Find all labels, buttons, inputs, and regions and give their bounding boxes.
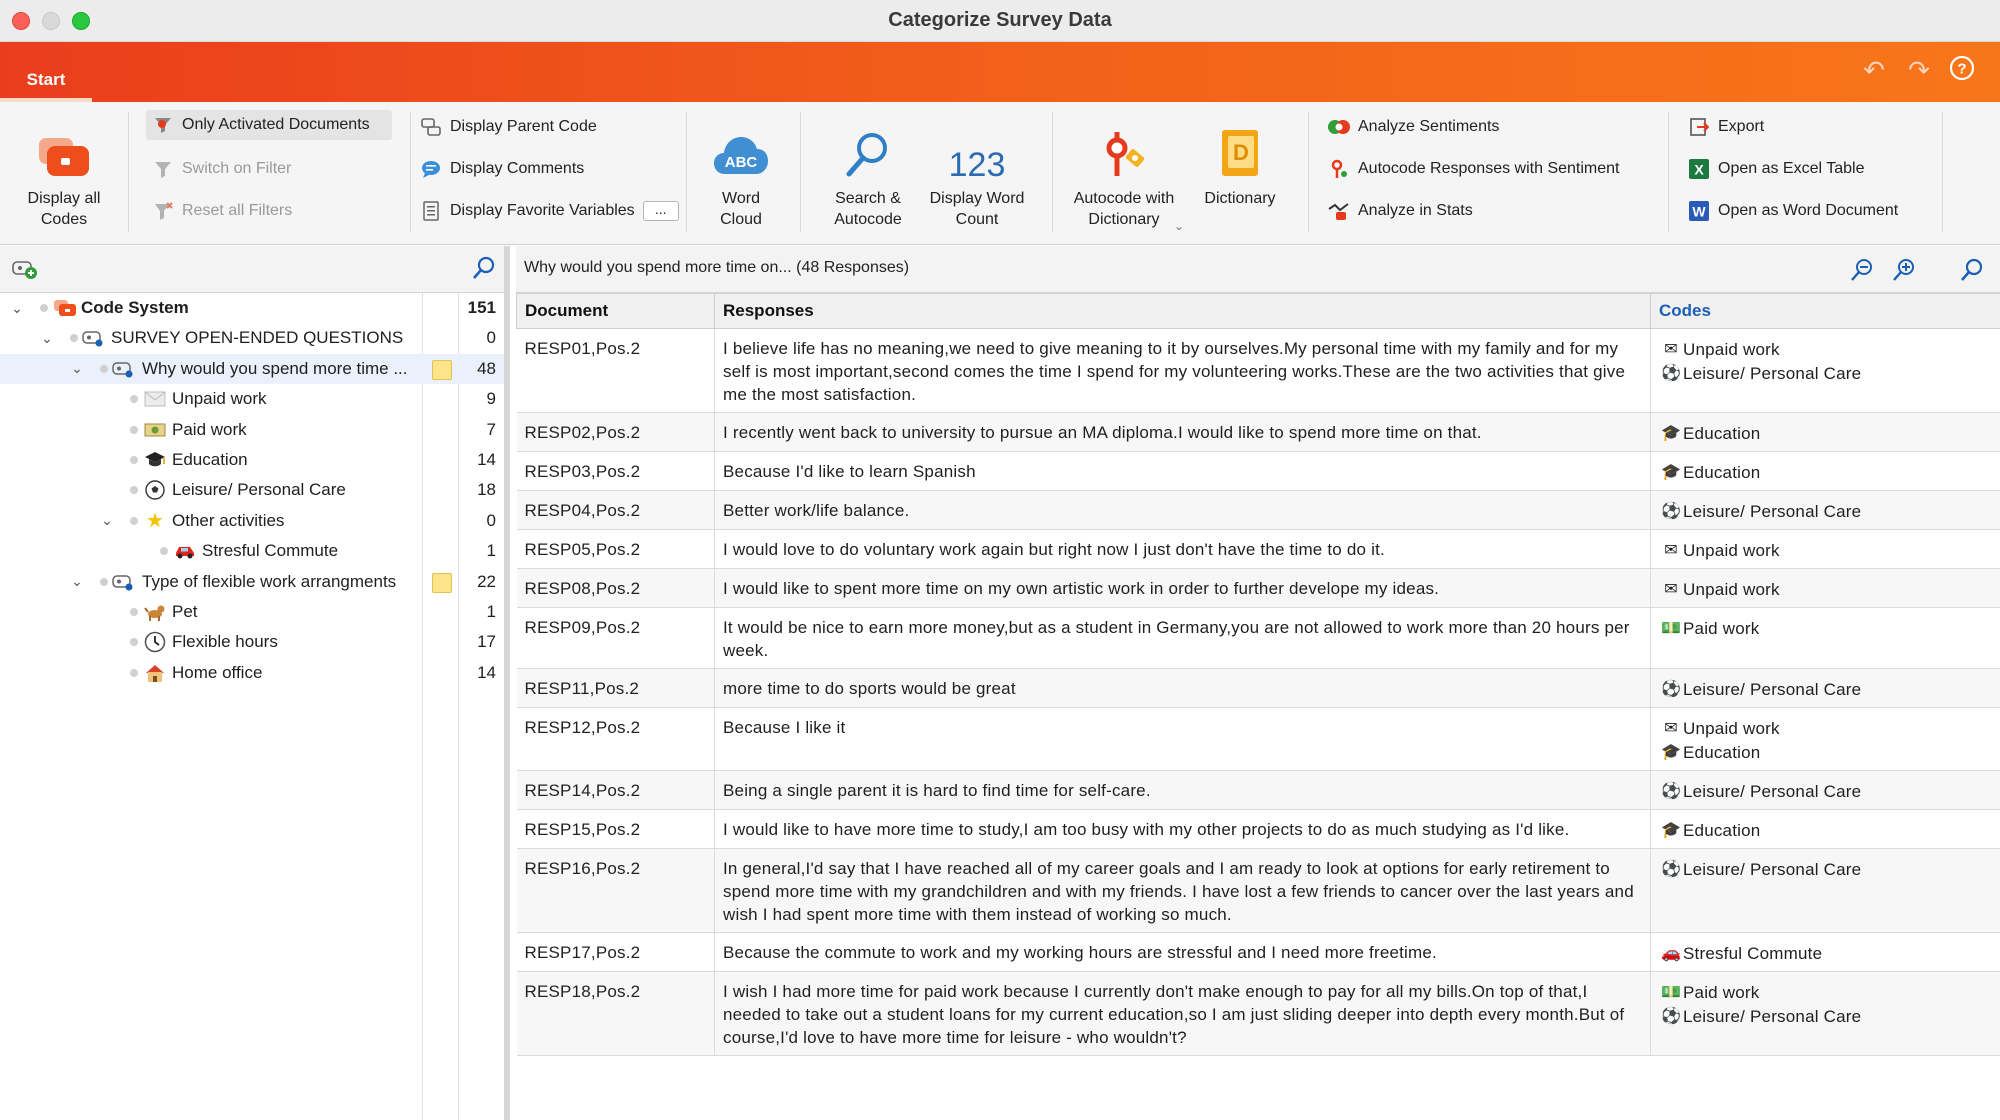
help-icon[interactable] <box>1946 54 1978 86</box>
star-icon: ★ <box>146 510 164 533</box>
window-title: Categorize Survey Data <box>888 9 1112 31</box>
graduation-cap-icon <box>144 449 166 471</box>
filter-icon <box>152 158 174 180</box>
document-cell[interactable]: RESP18,Pos.2 <box>517 972 715 1056</box>
tree-item-label: Stresful Commute <box>202 541 339 561</box>
dictionary-icon <box>1194 120 1286 180</box>
response-cell[interactable]: I would like to have more time to study,I am too busy with my other projects to do as much studying as I'd like. <box>715 810 1651 849</box>
autocode-with-dictionary-button[interactable] <box>1064 120 1185 233</box>
document-cell[interactable]: RESP04,Pos.2 <box>517 491 715 530</box>
graduation-cap-icon: 🎓 <box>1660 424 1682 442</box>
envelope-icon: ✉ <box>1664 719 1678 737</box>
code-tag-label: Leisure/ Personal Care <box>1683 1006 1862 1026</box>
tree-item-unpaid-work[interactable] <box>0 384 504 414</box>
open-word-document-button[interactable] <box>1688 196 1898 226</box>
only-activated-documents-toggle[interactable] <box>146 110 392 140</box>
document-cell[interactable]: RESP09,Pos.2 <box>517 608 715 669</box>
question-code-icon <box>112 571 134 593</box>
tree-item-count: 17 <box>477 632 496 652</box>
codes-cell[interactable] <box>1651 771 2000 810</box>
table-row[interactable] <box>517 669 2000 708</box>
code-tag-label: Education <box>1683 462 1761 482</box>
code-system-icon <box>54 297 76 319</box>
document-cell[interactable]: RESP02,Pos.2 <box>517 413 715 452</box>
search-autocode-button[interactable] <box>816 120 920 230</box>
clock-icon <box>144 631 166 653</box>
filter-reset-icon <box>152 200 174 222</box>
reset-all-filters-label: Reset all Filters <box>182 202 293 219</box>
search-icon <box>816 120 920 180</box>
redo-icon[interactable]: ↷ <box>1908 55 1930 85</box>
document-cell[interactable]: RESP16,Pos.2 <box>517 849 715 933</box>
tree-item-label: Other activities <box>172 510 285 530</box>
autocode-dictionary-icon <box>1064 120 1184 180</box>
word-cloud-button[interactable] <box>696 120 786 230</box>
code-tag-label: Unpaid work <box>1683 579 1780 599</box>
display-comments-label: Display Comments <box>450 160 585 177</box>
money-icon: 💵 <box>1660 619 1682 637</box>
table-row[interactable] <box>517 491 2000 530</box>
tree-item-count: 151 <box>467 298 496 317</box>
codes-cell[interactable] <box>1651 413 2000 452</box>
tree-item-count: 22 <box>477 571 496 591</box>
code-tag[interactable] <box>1659 460 1992 484</box>
autocode-with-dictionary-label: Autocode with Dictionary <box>1073 190 1175 228</box>
activation-dot[interactable] <box>130 517 138 525</box>
document-cell[interactable]: RESP17,Pos.2 <box>517 933 715 972</box>
tree-item-flexible-hours[interactable] <box>0 627 504 657</box>
code-tag[interactable] <box>1659 677 1992 701</box>
autocode-sentiment-icon <box>1328 158 1350 180</box>
document-cell[interactable]: RESP14,Pos.2 <box>517 771 715 810</box>
document-cell[interactable]: RESP05,Pos.2 <box>517 530 715 569</box>
question-code-icon <box>82 327 104 349</box>
codes-cell[interactable] <box>1651 569 2000 608</box>
activation-dot[interactable] <box>130 426 138 434</box>
only-activated-documents-label: Only Activated Documents <box>182 116 370 133</box>
response-cell[interactable]: Better work/life balance. <box>715 491 1651 530</box>
document-cell[interactable]: RESP15,Pos.2 <box>517 810 715 849</box>
code-tag[interactable] <box>1659 361 1992 385</box>
codes-cell[interactable] <box>1651 933 2000 972</box>
stats-icon <box>1328 200 1350 222</box>
table-row[interactable] <box>517 771 2000 810</box>
response-cell[interactable]: I recently went back to university to pursue an MA diploma.I would like to spend more time on that. <box>715 413 1651 452</box>
tree-item-label: SURVEY OPEN-ENDED QUESTIONS <box>111 328 404 348</box>
table-row[interactable] <box>517 569 2000 608</box>
tree-item-label: Type of flexible work arrangments <box>142 571 397 591</box>
memo-icon[interactable] <box>432 360 452 380</box>
search-codes-icon[interactable] <box>472 256 496 286</box>
response-cell[interactable]: I wish I had more time for paid work because I currently don't make enough to pay for all my bills.On top of that,I needed to take out a student loans for my current education,so I am just sliding deeper into depth every month.But of course,I'd love to have more time for leisure - who wouldn't? <box>715 972 1651 1056</box>
soccer-ball-icon: ⚽ <box>1660 364 1682 382</box>
table-row[interactable] <box>517 708 2000 771</box>
dictionary-button[interactable] <box>1194 120 1286 209</box>
title-bar <box>0 0 2000 42</box>
tree-item-flexible-work[interactable] <box>0 567 504 597</box>
switch-on-filter-button[interactable] <box>152 154 291 184</box>
tree-item-leisure[interactable] <box>0 475 504 505</box>
table-header-row <box>517 294 2000 329</box>
responses-toolbar <box>516 246 2000 293</box>
word-cloud-icon <box>696 120 786 180</box>
money-icon: 💵 <box>1660 983 1682 1001</box>
tree-item-label: Pet <box>172 601 198 621</box>
codes-cell[interactable] <box>1651 669 2000 708</box>
tree-item-count: 1 <box>486 601 496 621</box>
svg-text:X: X <box>1694 161 1704 178</box>
new-code-icon[interactable] <box>12 258 38 285</box>
tree-item-label: Why would you spend more time ... <box>142 358 408 378</box>
tree-item-home-office[interactable] <box>0 658 504 688</box>
activation-dot[interactable] <box>130 638 138 646</box>
activation-dot[interactable] <box>130 456 138 464</box>
code-system-toolbar <box>0 246 504 293</box>
codes-cell[interactable] <box>1651 608 2000 669</box>
soccer-ball-icon: ⚽ <box>1660 782 1682 800</box>
code-tag-label: Unpaid work <box>1683 339 1780 359</box>
open-excel-table-button[interactable] <box>1688 154 1864 184</box>
chevron-down-icon[interactable]: ⌄ <box>11 299 23 316</box>
code-tag[interactable] <box>1659 740 1992 764</box>
response-cell[interactable]: In general,I'd say that I have reached all of my career goals and I am ready to look at options for early retirement to spend more time with my grandchildren and with my friends. I have lost a few friends to cancer over the last years and wish I had spent more time with them instead of working so much. <box>715 849 1651 933</box>
response-cell[interactable]: Because I'd like to learn Spanish <box>715 452 1651 491</box>
code-tag[interactable] <box>1659 980 1992 1004</box>
soccer-ball-icon: ⚽ <box>1660 1007 1682 1025</box>
tree-item-count: 14 <box>477 662 496 682</box>
house-icon <box>144 662 166 684</box>
tree-item-paid-work[interactable] <box>0 415 504 445</box>
activation-dot[interactable] <box>100 578 108 586</box>
graduation-cap-icon: 🎓 <box>1660 821 1682 839</box>
tree-item-why-spend-more-time[interactable] <box>0 354 504 384</box>
column-header-document[interactable]: Document <box>517 294 715 329</box>
display-comments-toggle[interactable] <box>420 154 584 184</box>
display-parent-code-toggle[interactable] <box>420 112 597 142</box>
codes-cell[interactable] <box>1651 452 2000 491</box>
comment-icon <box>420 158 442 180</box>
ribbon-toolbar <box>0 102 2000 245</box>
sentiment-icon <box>1328 116 1350 138</box>
tree-item-education[interactable] <box>0 445 504 475</box>
chevron-down-icon[interactable]: ⌄ <box>101 512 113 529</box>
code-tag-label: Education <box>1683 423 1761 443</box>
code-tag-label: Stresful Commute <box>1683 943 1823 963</box>
codes-cell[interactable] <box>1651 329 2000 413</box>
tree-item-survey-open-ended[interactable] <box>0 323 504 353</box>
word-document-icon <box>1688 200 1710 222</box>
response-cell[interactable]: I would love to do voluntary work again but right now I just don't have the time to do it. <box>715 530 1651 569</box>
codes-cell[interactable] <box>1651 530 2000 569</box>
table-row[interactable] <box>517 810 2000 849</box>
soccer-ball-icon: ⚽ <box>1660 502 1682 520</box>
document-cell[interactable]: RESP08,Pos.2 <box>517 569 715 608</box>
tree-item-label: Unpaid work <box>172 389 267 409</box>
export-icon <box>1688 116 1710 138</box>
code-tag-label: Leisure/ Personal Care <box>1683 679 1862 699</box>
ribbon-tab-bar <box>0 42 2000 102</box>
chevron-down-icon[interactable]: ⌄ <box>71 573 83 590</box>
table-row[interactable] <box>517 972 2000 1056</box>
analyze-in-stats-label: Analyze in Stats <box>1358 202 1473 219</box>
code-tag[interactable] <box>1659 716 1992 740</box>
document-cell[interactable]: RESP11,Pos.2 <box>517 669 715 708</box>
tree-item-code-system[interactable] <box>0 293 504 323</box>
open-excel-table-label: Open as Excel Table <box>1718 160 1865 177</box>
activation-dot[interactable] <box>70 334 78 342</box>
tree-item-count: 48 <box>477 358 496 378</box>
svg-text:W: W <box>1692 203 1706 220</box>
codes-cell[interactable] <box>1651 810 2000 849</box>
memo-icon[interactable] <box>432 573 452 593</box>
code-tag[interactable] <box>1659 779 1992 803</box>
search-icon[interactable] <box>1960 258 1984 287</box>
favorite-variables-options-button[interactable]: ... <box>643 201 679 221</box>
column-header-responses[interactable]: Responses <box>715 294 1651 329</box>
activation-dot[interactable] <box>130 395 138 403</box>
tree-item-label: Education <box>172 449 248 469</box>
table-row[interactable] <box>517 413 2000 452</box>
car-icon: 🚗 <box>1660 944 1682 962</box>
word-count-icon: 123 <box>948 146 1006 184</box>
responses-table <box>516 293 2000 1056</box>
tree-item-stresful-commute[interactable] <box>0 536 504 566</box>
document-cell[interactable]: RESP03,Pos.2 <box>517 452 715 491</box>
response-cell[interactable]: more time to do sports would be great <box>715 669 1651 708</box>
tree-item-count: 0 <box>486 328 496 348</box>
soccer-ball-icon: ⚽ <box>1660 680 1682 698</box>
column-header-codes[interactable]: Codes <box>1651 294 2000 329</box>
table-row[interactable] <box>517 329 2000 413</box>
envelope-icon <box>144 388 166 410</box>
display-favorite-variables-toggle[interactable] <box>420 196 679 226</box>
search-autocode-label: Search & Autocode <box>834 190 902 228</box>
autocode-responses-sentiment-label: Autocode Responses with Sentiment <box>1358 160 1620 177</box>
word-cloud-label: Word Cloud <box>720 190 762 228</box>
codes-cell[interactable] <box>1651 849 2000 933</box>
responses-header: Why would you spend more time on... (48 Responses) <box>524 259 910 276</box>
tree-item-pet[interactable] <box>0 597 504 627</box>
analyze-sentiments-label: Analyze Sentiments <box>1358 118 1500 135</box>
activation-dot[interactable] <box>160 547 168 555</box>
reset-all-filters-button[interactable] <box>152 196 292 226</box>
response-cell[interactable]: I believe life has no meaning,we need to give meaning to it by ourselves.My personal time with my family and for my self is most important,second comes the time I spend for my volunteering works.These are the two activities that give me the most satisfaction. <box>715 329 1651 413</box>
analyze-sentiments-button[interactable] <box>1328 112 1499 142</box>
code-tag-label: Leisure/ Personal Care <box>1683 363 1862 383</box>
zoom-out-icon[interactable] <box>1850 258 1874 287</box>
code-tag-label: Education <box>1683 820 1761 840</box>
tree-item-count: 18 <box>477 480 496 500</box>
svg-text:D: D <box>1233 140 1249 165</box>
envelope-icon: ✉ <box>1664 580 1678 598</box>
code-tag[interactable] <box>1659 499 1992 523</box>
display-parent-code-label: Display Parent Code <box>450 118 597 135</box>
activation-dot[interactable] <box>130 486 138 494</box>
dictionary-label: Dictionary <box>1204 190 1276 207</box>
export-label: Export <box>1718 118 1765 135</box>
soccer-ball-icon: ⚽ <box>1660 860 1682 878</box>
code-tag[interactable] <box>1659 818 1992 842</box>
display-word-count-button[interactable] <box>920 120 1034 230</box>
display-word-count-label: Display Word Count <box>929 190 1025 228</box>
dog-icon <box>144 601 166 623</box>
svg-text:?: ? <box>1957 60 1967 78</box>
table-row[interactable] <box>517 608 2000 669</box>
envelope-icon: ✉ <box>1664 541 1678 559</box>
document-cell[interactable]: RESP12,Pos.2 <box>517 708 715 771</box>
tree-item-count: 7 <box>486 419 496 439</box>
tree-item-count: 0 <box>486 510 496 530</box>
envelope-icon: ✉ <box>1664 340 1678 358</box>
analyze-in-stats-button[interactable] <box>1328 196 1473 226</box>
money-icon <box>144 419 166 441</box>
code-tree <box>0 293 504 688</box>
code-tag-label: Unpaid work <box>1683 540 1780 560</box>
autocode-responses-sentiment-button[interactable] <box>1328 154 1619 184</box>
tree-item-count: 1 <box>486 541 496 561</box>
activation-dot[interactable] <box>40 304 48 312</box>
response-cell[interactable]: Because the commute to work and my working hours are stressful and I need more freetime. <box>715 933 1651 972</box>
response-cell[interactable]: It would be nice to earn more money,but as a student in Germany,you are not allowed to work more than 20 hours per week. <box>715 608 1651 669</box>
code-tag-label: Paid work <box>1683 618 1760 638</box>
code-tag-label: Leisure/ Personal Care <box>1683 781 1862 801</box>
tree-item-count: 9 <box>486 389 496 409</box>
code-system-icon <box>14 120 114 180</box>
chevron-down-icon[interactable]: ⌄ <box>71 360 83 377</box>
code-tag-label: Leisure/ Personal Care <box>1683 501 1862 521</box>
tree-item-label: Paid work <box>172 419 247 439</box>
activation-dot[interactable] <box>100 365 108 373</box>
codes-cell[interactable] <box>1651 708 2000 771</box>
filter-red-icon <box>152 114 174 136</box>
response-cell[interactable]: Because I like it <box>715 708 1651 771</box>
response-cell[interactable]: I would like to spent more time on my own artistic work in order to further develope my ideas. <box>715 569 1651 608</box>
response-cell[interactable]: Being a single parent it is hard to find time for self-care. <box>715 771 1651 810</box>
excel-icon <box>1688 158 1710 180</box>
code-tag-label: Paid work <box>1683 982 1760 1002</box>
codes-cell[interactable] <box>1651 972 2000 1056</box>
activation-dot[interactable] <box>130 669 138 677</box>
tree-item-label: Flexible hours <box>172 632 278 652</box>
code-tag[interactable] <box>1659 577 1992 601</box>
export-button[interactable] <box>1688 112 1764 142</box>
tree-item-label: Home office <box>172 662 263 682</box>
code-tag[interactable] <box>1659 616 1992 640</box>
table-row[interactable] <box>517 933 2000 972</box>
switch-on-filter-label: Switch on Filter <box>182 160 292 177</box>
code-system-panel <box>0 246 510 1120</box>
display-favorite-variables-label: Display Favorite Variables <box>450 202 635 219</box>
tree-item-count: 14 <box>477 449 496 469</box>
display-all-codes-label: Display all Codes <box>27 190 101 228</box>
question-code-icon <box>112 358 134 380</box>
table-row[interactable] <box>517 530 2000 569</box>
tree-item-other-activities[interactable] <box>0 506 504 536</box>
display-all-codes-button[interactable] <box>14 120 114 230</box>
zoom-in-icon[interactable] <box>1892 258 1916 287</box>
svg-text:ABC: ABC <box>724 154 758 171</box>
graduation-cap-icon: 🎓 <box>1660 743 1682 761</box>
tab-start[interactable]: Start <box>26 70 66 89</box>
table-row[interactable] <box>517 849 2000 933</box>
variables-list-icon <box>420 200 442 222</box>
code-tag-label: Education <box>1683 742 1761 762</box>
code-tag[interactable] <box>1659 941 1992 965</box>
tree-item-label: Leisure/ Personal Care <box>172 480 346 500</box>
code-tag[interactable] <box>1659 538 1992 562</box>
code-tag[interactable] <box>1659 857 1992 881</box>
soccer-ball-icon <box>144 479 166 501</box>
graduation-cap-icon: 🎓 <box>1660 463 1682 481</box>
parent-code-icon <box>420 116 442 138</box>
code-tag-label: Unpaid work <box>1683 718 1780 738</box>
responses-panel <box>516 246 2000 1120</box>
dropdown-chevron-icon[interactable]: ⌄ <box>1174 219 1185 233</box>
activation-dot[interactable] <box>130 608 138 616</box>
undo-icon[interactable]: ↶ <box>1863 55 1885 85</box>
document-cell[interactable]: RESP01,Pos.2 <box>517 329 715 413</box>
codes-cell[interactable] <box>1651 491 2000 530</box>
chevron-down-icon[interactable]: ⌄ <box>41 330 53 347</box>
table-row[interactable] <box>517 452 2000 491</box>
code-tag-label: Leisure/ Personal Care <box>1683 859 1862 879</box>
code-tag[interactable] <box>1659 1004 1992 1028</box>
code-tag[interactable] <box>1659 337 1992 361</box>
tree-item-label: Code System <box>81 298 189 317</box>
open-word-document-label: Open as Word Document <box>1718 202 1899 219</box>
code-tag[interactable] <box>1659 421 1992 445</box>
car-icon <box>174 540 196 562</box>
